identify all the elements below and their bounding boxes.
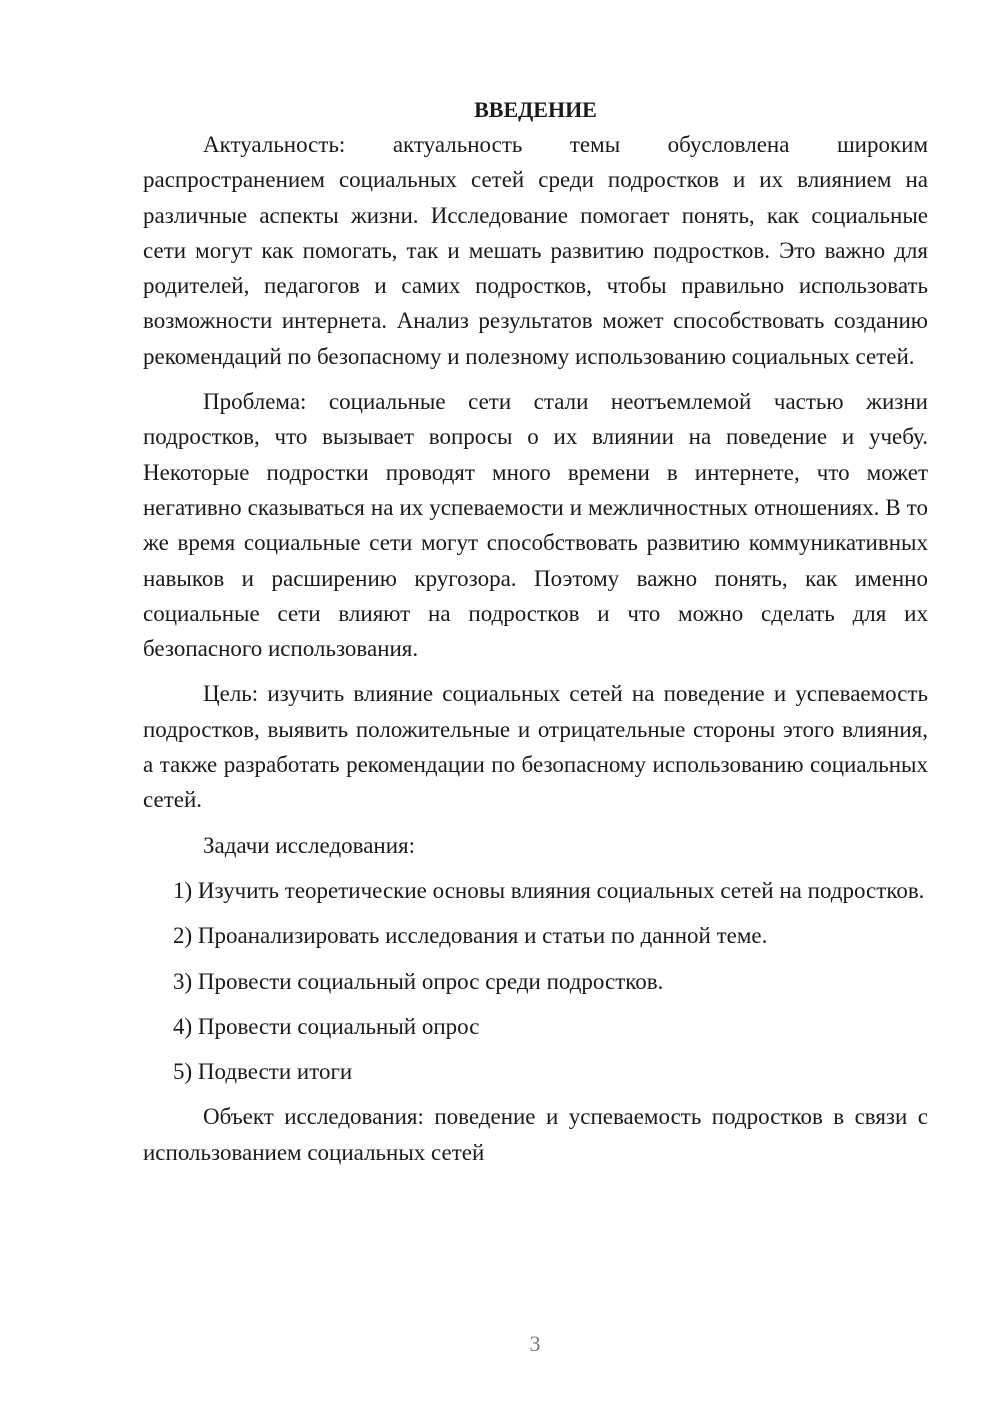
- task-item-3: 3) Провести социальный опрос среди подростков.: [173, 968, 664, 994]
- task-item-1: 1) Изучить теоретические основы влияния социальных сетей на подростков.: [173, 877, 925, 903]
- task-item-5: 5) Подвести итоги: [173, 1059, 353, 1085]
- task-item-4: 4) Провести социальный опрос: [173, 1013, 480, 1039]
- tasks-heading: Задачи исследования:: [203, 832, 416, 858]
- page-content: [143, 92, 928, 1170]
- task-item-2: 2) Проанализировать исследования и статьи по данной теме.: [173, 923, 768, 949]
- goal-paragraph: Цель: изучить влияние социальных сетей на поведение и успеваемость подростков, выявить положительные и отрицательные стороны этого влияния, а также разработать рекомендации по безопасному использованию социальных сетей.: [143, 681, 928, 813]
- problem-paragraph: Проблема: социальные сети стали неотъемлемой частью жизни подростков, что вызывает вопросы о их влиянии на поведение и учебу. Некоторые подростки проводят много времени в интернете, что может негативно сказываться на их успеваемости и межличностных отношениях. В то же время социальные сети могут способствовать развитию коммуникативных навыков и расширению кругозора. Поэтому важно понять, как именно социальные сети влияют на подростков и что можно сделать для их безопасного использования.: [143, 389, 928, 662]
- page-number: 3: [529, 1331, 541, 1356]
- section-title: ВВЕДЕНИЕ: [474, 97, 597, 122]
- object-paragraph: Объект исследования: поведение и успеваемость подростков в связи с использованием социальных сетей: [143, 1104, 928, 1165]
- relevance-paragraph: Актуальность: актуальность темы обусловлена широким распространением социальных сетей среди подростков и их влиянием на различные аспекты жизни. Исследование помогает понять, как социальные сети могут как помогать, так и мешать развитию подростков. Это важно для родителей, педагогов и самих подростков, чтобы правильно использовать возможности интернета. Анализ результатов может способствовать созданию рекомендаций по безопасному и полезному использованию социальных сетей.: [143, 132, 928, 369]
